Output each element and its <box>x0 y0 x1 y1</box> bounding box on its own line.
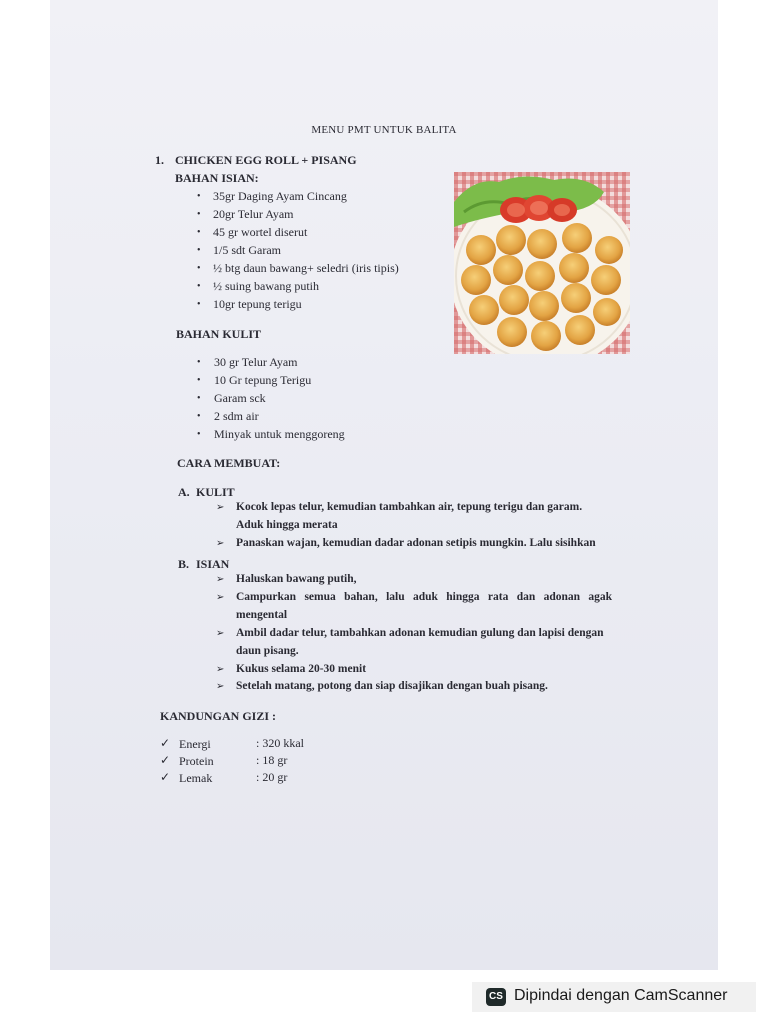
filling-item: 10gr tepung terigu <box>213 297 302 311</box>
skin-item: 2 sdm air <box>214 409 259 423</box>
arrow-bullet-icon: ➢ <box>216 681 225 692</box>
camscanner-watermark <box>472 982 756 1012</box>
filling-item: ½ btg daun bawang+ seledri (iris tipis) <box>213 261 399 275</box>
section-b-title: ISIAN <box>196 557 230 571</box>
bullet-icon: • <box>197 375 201 386</box>
step-text: Kocok lepas telur, kemudian tambahkan air, tepung terigu dan garam. <box>236 501 583 513</box>
recipe-number: 1. <box>155 153 164 167</box>
bullet-icon: • <box>197 263 201 274</box>
recipe-title: CHICKEN EGG ROLL + PISANG <box>175 153 357 167</box>
arrow-bullet-icon: ➢ <box>216 502 225 513</box>
filling-item: 45 gr wortel diserut <box>213 225 308 239</box>
bullet-icon: • <box>197 299 201 310</box>
nutrition-name: Energi <box>179 737 211 751</box>
bullet-icon: • <box>197 209 201 220</box>
bullet-icon: • <box>197 245 201 256</box>
bullet-icon: • <box>197 281 201 292</box>
check-icon: ✓ <box>160 770 171 784</box>
filling-item: 20gr Telur Ayam <box>213 207 294 221</box>
filling-item: 1/5 sdt Garam <box>213 243 281 257</box>
step-text: Campurkan semua bahan, lalu aduk hingga rata dan adonan agak <box>236 591 613 603</box>
nutrition-heading: KANDUNGAN GIZI : <box>160 709 277 723</box>
check-icon: ✓ <box>160 736 171 750</box>
bullet-icon: • <box>197 411 201 422</box>
bullet-icon: • <box>197 429 201 440</box>
skin-heading: BAHAN KULIT <box>176 327 262 341</box>
step-text: daun pisang. <box>236 645 299 657</box>
bullet-icon: • <box>197 227 201 238</box>
arrow-bullet-icon: ➢ <box>216 538 225 549</box>
section-b-label: B. <box>178 557 190 571</box>
skin-item: 10 Gr tepung Terigu <box>214 373 312 387</box>
step-text: mengental <box>236 609 288 621</box>
bullet-icon: • <box>197 393 201 404</box>
step-text: Aduk hingga merata <box>236 519 338 531</box>
step-text: Haluskan bawang putih, <box>236 573 357 585</box>
nutrition-name: Lemak <box>179 771 213 785</box>
skin-item: Minyak untuk menggoreng <box>214 427 345 441</box>
step-text: Ambil dadar telur, tambahkan adonan kemudian gulung dan lapisi dengan <box>236 627 604 639</box>
step-text: Panaskan wajan, kemudian dadar adonan setipis mungkin. Lalu sisihkan <box>236 537 596 549</box>
watermark-text: Dipindai dengan CamScanner <box>514 987 728 1004</box>
filling-heading: BAHAN ISIAN: <box>175 171 259 185</box>
step-text: Kukus selama 20-30 menit <box>236 663 367 675</box>
arrow-bullet-icon: ➢ <box>216 664 225 675</box>
nutrition-value: : 20 gr <box>256 770 288 784</box>
arrow-bullet-icon: ➢ <box>216 592 225 603</box>
arrow-bullet-icon: ➢ <box>216 574 225 585</box>
section-a-title: KULIT <box>196 485 235 499</box>
bullet-icon: • <box>197 357 201 368</box>
scanned-paper <box>50 0 718 970</box>
bullet-icon: • <box>197 191 201 202</box>
camscanner-logo-icon: CS <box>486 988 506 1006</box>
page-title: MENU PMT UNTUK BALITA <box>311 124 457 136</box>
nutrition-value: : 320 kkal <box>256 736 304 750</box>
nutrition-value: : 18 gr <box>256 753 288 767</box>
section-a-label: A. <box>178 485 190 499</box>
filling-item: ½ suing bawang putih <box>213 279 319 293</box>
nutrition-name: Protein <box>179 754 214 768</box>
skin-item: Garam sck <box>214 391 266 405</box>
skin-item: 30 gr Telur Ayam <box>214 355 298 369</box>
arrow-bullet-icon: ➢ <box>216 628 225 639</box>
step-text: Setelah matang, potong dan siap disajikan dengan buah pisang. <box>236 680 548 692</box>
check-icon: ✓ <box>160 753 171 767</box>
filling-item: 35gr Daging Ayam Cincang <box>213 189 347 203</box>
egg-roll-photo <box>454 172 630 354</box>
method-heading: CARA MEMBUAT: <box>177 456 281 470</box>
